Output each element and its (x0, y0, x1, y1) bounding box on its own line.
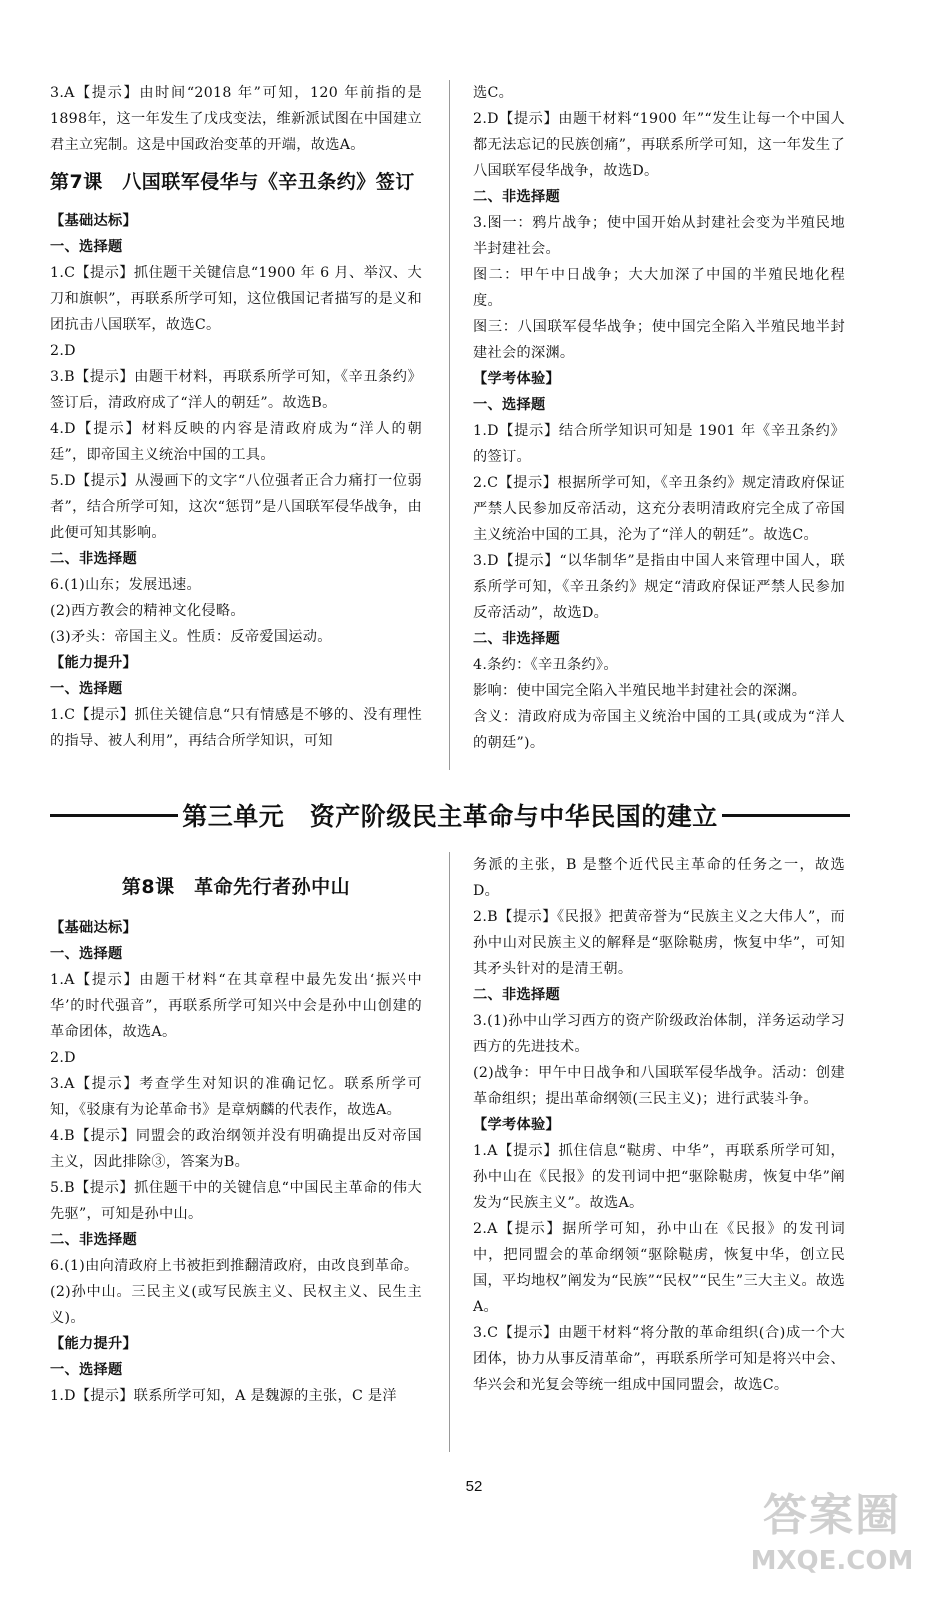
watermark-logo (742, 1488, 922, 1592)
watermark-url: MXQE.COM (750, 1546, 914, 1576)
answer-paragraph: 影响：使中国完全陷入半殖民地半封建社会的深渊。 (473, 683, 807, 699)
answer-paragraph: 1.D【提示】联系所学可知，A 是魏源的主张，C 是洋 (50, 1388, 397, 1404)
answer-paragraph: 3.A【提示】由时间“2018 年”可知，120 年前指的是1898年，这一年发生了戊戌变法，维新派试图在中国建立君主立宪制。这是中国政治变革的开端，故选A。 (50, 85, 422, 153)
unit-banner (50, 790, 850, 840)
answer-paragraph: (2)孙中山。三民主义(或写民族主义、民权主义、民生主义)。 (50, 1284, 422, 1326)
section-heading: 二、非选择题 (50, 551, 137, 567)
answer-paragraph: 图三：八国联军侵华战争；使中国完全陷入半殖民地半封建社会的深渊。 (473, 319, 845, 361)
answer-paragraph: 3.C【提示】由题干材料“将分散的革命组织(合)成一个大团体，协力从事反清革命”，再联系所学可知是将兴中会、华兴会和光复会等统一组成中国同盟会，故选C。 (473, 1325, 845, 1393)
lesson-title: 第7课 八国联军侵华与《辛丑条约》签订 (50, 171, 415, 193)
answer-paragraph: 1.D【提示】结合所学知识可知是 1901 年《辛丑条约》的签订。 (473, 423, 845, 465)
section-heading: 二、非选择题 (50, 1232, 137, 1248)
section-heading: 【能力提升】 (50, 1336, 137, 1352)
section-heading: 二、非选择题 (473, 189, 560, 205)
answer-paragraph: 2.C【提示】根据所学可知，《辛丑条约》规定清政府保证严禁人民参加反帝活动，这充分表明清政府完全成了帝国主义统治中国的工具，沦为了“洋人的朝廷”。故选C。 (473, 475, 845, 543)
answer-paragraph: 2.A【提示】据所学可知，孙中山在《民报》的发刊词中，把同盟会的革命纲领“驱除鞑虏，恢复中华，创立民国，平均地权”阐发为“民族”“民权”“民生”三大主义。故选A。 (473, 1221, 845, 1315)
answer-paragraph: 3.B【提示】由题干材料，再联系所学可知，《辛丑条约》签订后，清政府成了“洋人的朝廷”。故选B。 (50, 369, 422, 411)
column-divider-top (449, 80, 450, 770)
section-heading: 【学考体验】 (473, 1117, 560, 1133)
section-heading: 二、非选择题 (473, 631, 560, 647)
answer-paragraph: 6.(1)山东；发展迅速。 (50, 577, 202, 593)
section-heading: 一、选择题 (473, 397, 546, 413)
answer-paragraph: (2)西方教会的精神文化侵略。 (50, 603, 245, 619)
answer-paragraph: 1.C【提示】抓住关键信息“只有情感是不够的、没有理性的指导、被人利用”，再结合所学知识，可知 (50, 707, 422, 749)
column-top-right (473, 80, 845, 756)
column-bottom-left (50, 865, 422, 1409)
lesson-title: 第8课 革命先行者孙中山 (121, 876, 351, 898)
section-heading: 一、选择题 (50, 1362, 123, 1378)
answer-paragraph: 5.D【提示】从漫画下的文字“八位强者正合力痛打一位弱者”，结合所学可知，这次“惩罚”是八国联军侵华战争，由此便可知其影响。 (50, 473, 422, 541)
section-heading: 【基础达标】 (50, 213, 137, 229)
answer-paragraph: 2.D【提示】由题干材料“1900 年”“发生让每一个中国人都无法忘记的民族创痛”，再联系所学可知，这一年发生了八国联军侵华战争，故选D。 (473, 111, 845, 179)
banner-rule-right (722, 814, 850, 817)
section-heading: 【学考体验】 (473, 371, 560, 387)
answer-paragraph: 4.D【提示】材料反映的内容是清政府成为“洋人的朝廷”，即帝国主义统治中国的工具。 (50, 421, 422, 463)
banner-rule-left (50, 814, 178, 817)
answer-paragraph: 4.条约：《辛丑条约》。 (473, 657, 618, 673)
column-divider-bottom (449, 852, 450, 1452)
answer-paragraph: 1.A【提示】由题干材料“在其章程中最先发出‘振兴中华’的时代强音”，再联系所学可知兴中会是孙中山创建的革命团体，故选A。 (50, 972, 422, 1040)
answer-paragraph: 含义：清政府成为帝国主义统治中国的工具(或成为“洋人的朝廷”)。 (473, 709, 845, 751)
answer-paragraph: 选C。 (473, 85, 514, 101)
answer-paragraph: 3.A【提示】考查学生对知识的准确记忆。联系所学可知，《驳康有为论革命书》是章炳麟的代表作，故选A。 (50, 1076, 422, 1118)
answer-paragraph: 2.D (50, 1050, 76, 1066)
section-heading: 【基础达标】 (50, 920, 137, 936)
column-top-left (50, 80, 422, 754)
unit-title: 第三单元 资产阶级民主革命与中华民国的建立 (182, 802, 718, 831)
answer-paragraph: 2.B【提示】《民报》把黄帝誉为“民族主义之大伟人”，而孙中山对民族主义的解释是“驱除鞑虏，恢复中华”，可知其矛头针对的是清王朝。 (473, 909, 845, 977)
answer-paragraph: 3.(1)孙中山学习西方的资产阶级政治体制，洋务运动学习西方的先进技术。 (473, 1013, 845, 1055)
answer-paragraph: 1.A【提示】抓住信息“鞑虏、中华”，再联系所学可知，孙中山在《民报》的发刊词中把“驱除鞑虏，恢复中华”阐发为“民族主义”。故选A。 (473, 1143, 845, 1211)
section-heading: 一、选择题 (50, 946, 123, 962)
answer-paragraph: (2)战争：甲午中日战争和八国联军侵华战争。活动：创建革命组织；提出革命纲领(三民主义)；进行武装斗争。 (473, 1065, 845, 1107)
answer-paragraph: (3)矛头：帝国主义。性质：反帝爱国运动。 (50, 629, 332, 645)
section-heading: 一、选择题 (50, 681, 123, 697)
answer-paragraph: 6.(1)由向清政府上书被拒到推翻清政府，由改良到革命。 (50, 1258, 419, 1274)
section-heading: 一、选择题 (50, 239, 123, 255)
answer-paragraph: 2.D (50, 343, 76, 359)
answer-paragraph: 务派的主张，B 是整个近代民主革命的任务之一，故选D。 (473, 857, 845, 899)
watermark-text: 答案圈 (763, 1490, 901, 1541)
answer-paragraph: 5.B【提示】抓住题干中的关键信息“中国民主革命的伟大先驱”，可知是孙中山。 (50, 1180, 422, 1222)
answer-paragraph: 1.C【提示】抓住题干关键信息“1900 年 6 月、举汉、大刀和旗帜”，再联系所学可知，这位俄国记者描写的是义和团抗击八国联军，故选C。 (50, 265, 422, 333)
section-heading: 二、非选择题 (473, 987, 560, 1003)
answer-paragraph: 图二：甲午中日战争；大大加深了中国的半殖民地化程度。 (473, 267, 845, 309)
answer-paragraph: 3.D【提示】“以华制华”是指由中国人来管理中国人，联系所学可知，《辛丑条约》规定“清政府保证严禁人民参加反帝活动”，故选D。 (473, 553, 845, 621)
page-number: 52 (465, 1478, 483, 1495)
section-heading: 【能力提升】 (50, 655, 137, 671)
answer-paragraph: 4.B【提示】同盟会的政治纲领并没有明确提出反对帝国主义，因此排除③，答案为B。 (50, 1128, 422, 1170)
answer-paragraph: 3.图一：鸦片战争；使中国开始从封建社会变为半殖民地半封建社会。 (473, 215, 845, 257)
column-bottom-right (473, 852, 845, 1398)
